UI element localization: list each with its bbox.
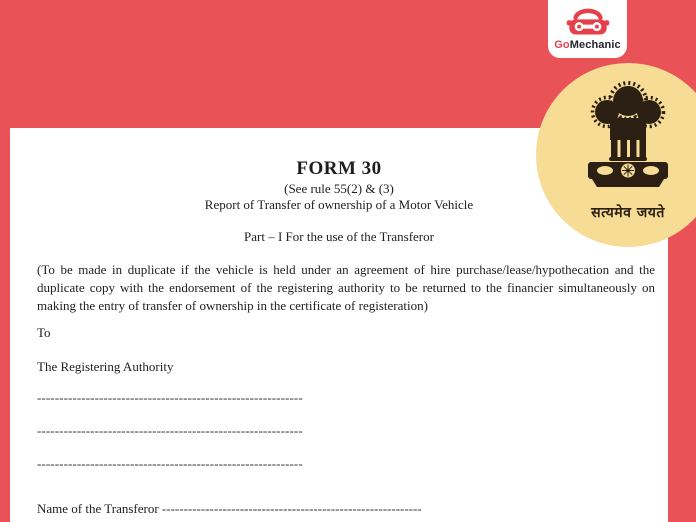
transferor-name-label: Name of the Transferor — [37, 501, 162, 516]
transferor-name-row — [37, 501, 422, 517]
to-label: To — [37, 325, 51, 340]
brand-mechanic: Mechanic — [569, 39, 621, 51]
emblem-motto: सत्यमेव जयते — [591, 205, 665, 221]
duplicate-note-paragraph: (To be made in duplicate if the vehicle is held under an agreement of hire purchase/lease/hypothecation and the duplicate copy with the endorsement of the registering authority to be returned to the financier simultaneously on making the entry of transfer of ownership in the certificate of registeration) — [37, 262, 655, 313]
rule-reference-line: (See rule 55(2) & (3) — [284, 181, 394, 196]
form-title: FORM 30 — [296, 158, 382, 179]
car-wrench-icon — [565, 6, 611, 38]
brand-go: Go — [554, 39, 570, 51]
part-heading: Part – I For the use of the Transferor — [244, 229, 434, 244]
emblem-badge — [536, 63, 696, 247]
report-subtitle: Report of Transfer of ownership of a Motor Vehicle — [204, 197, 474, 212]
blank-field-dashes: ------------------------------------------------------------ — [161, 501, 422, 516]
blank-field-line: ------------------------------------------------------------ — [37, 390, 303, 405]
blank-field-line: ------------------------------------------------------------ — [37, 423, 303, 438]
registering-authority-label: The Registering Authority — [37, 359, 174, 374]
lion-capital-emblem-icon — [580, 77, 676, 191]
brand-wordmark — [548, 39, 627, 51]
gomechanic-logo-card — [548, 0, 627, 58]
blank-field-line: ------------------------------------------------------------ — [37, 456, 303, 471]
